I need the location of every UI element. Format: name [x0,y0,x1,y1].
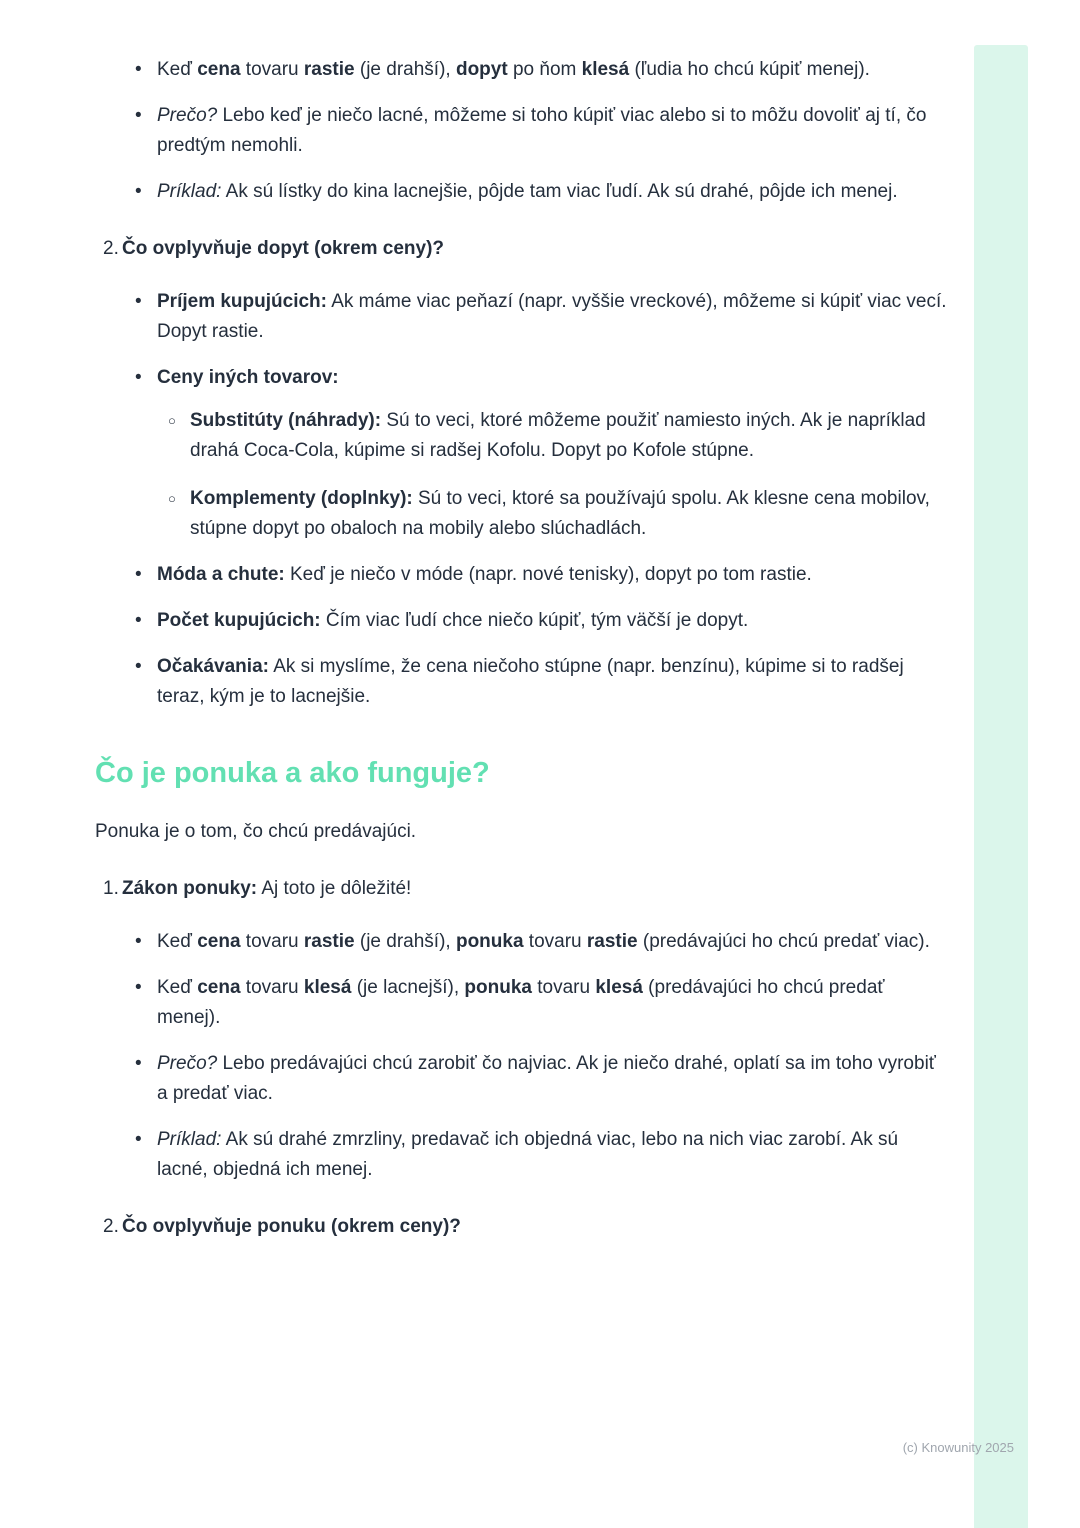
list-item-text [157,55,947,85]
bullet-icon: • [135,931,142,952]
bold-text: rastie [303,59,355,80]
numbered-heading [95,874,947,904]
list-item-text [157,1049,947,1109]
bullet-icon: • [135,181,142,202]
italic-text: Prečo? [157,1053,218,1074]
bullet-icon: • [135,1053,142,1074]
text: po ňom [507,59,582,80]
numbered-heading-number: 1. [103,878,119,899]
text: tovaru [531,977,596,998]
document-content [95,55,947,1265]
bullet-icon: • [135,291,142,312]
bold-text: klesá [581,59,630,80]
numbered-heading [95,234,947,264]
list-item [95,1125,947,1185]
text: (predávajúci ho chcú predať menej). [157,977,885,1028]
text: tovaru [240,931,304,952]
text: (ľudia ho chcú kúpiť menej). [629,59,870,80]
bold-text: Ceny iných tovarov: [157,367,339,388]
bullet-icon: • [135,656,142,677]
list-item [95,652,947,712]
text: (predávajúci ho chcú predať viac). [637,931,930,952]
italic-text: Príklad: [157,181,222,202]
list-item-text [157,363,947,544]
bullet-list [95,927,947,1185]
list-item-text [157,560,947,590]
bold-text: Čo ovplyvňuje ponuku (okrem ceny)? [122,1216,461,1237]
text: tovaru [240,977,304,998]
bullet-icon: • [135,564,142,585]
list-item-text [157,927,947,957]
list-item [95,606,947,636]
list-item [95,927,947,957]
list-item-text [157,287,947,347]
numbered-heading-text [122,1212,947,1242]
list-item [95,55,947,85]
bullet-icon: • [135,977,142,998]
bold-text: dopyt [455,59,508,80]
bullet-icon: • [135,367,142,388]
list-item [95,973,947,1033]
numbered-heading-number: 2. [103,1216,119,1237]
paragraph: Ponuka je o tom, čo chcú predávajúci. [95,821,417,842]
numbered-heading [95,1212,947,1242]
text: Sú to veci, ktoré sa používajú spolu. Ak klesne cena mobilov, stúpne dopyt po obaloch na mobily alebo slúchadlách. [190,488,930,539]
text: Keď [157,59,198,80]
list-item-text [190,484,947,544]
text: Ak sú lístky do kina lacnejšie, pôjde tam viac ľudí. Ak sú drahé, pôjde ich menej. [221,181,898,202]
copyright-watermark: (c) Knowunity 2025 [902,1440,1014,1455]
text: Sú to veci, ktoré môžeme použiť namiesto iných. Ak je napríklad drahá Coca-Cola, kúpime si radšej Kofolu. Dopyt po Kofole stúpne. [190,410,926,461]
list-item [157,406,947,466]
text: Aj toto je dôležité! [257,878,412,899]
text: (je lacnejší), [351,977,465,998]
list-item [95,287,947,347]
text: Ak máme viac peňazí (napr. vyššie vreckové), môžeme si kúpiť viac vecí. Dopyt rastie. [157,291,947,342]
text: Čím viac ľudí chce niečo kúpiť, tým väčší je dopyt. [320,610,749,631]
sub-bullet-list [157,406,947,544]
bold-text: Komplementy (doplnky): [190,488,413,509]
list-item [95,363,947,544]
list-item-text [190,406,947,466]
bold-text: rastie [586,931,638,952]
bold-text: Móda a chute: [157,564,285,585]
text: Lebo predávajúci chcú zarobiť čo najviac. Ak je niečo drahé, oplatí sa im toho vyrobiť a predať viac. [157,1053,936,1104]
bold-text: Čo ovplyvňuje dopyt (okrem ceny)? [122,238,444,259]
italic-text: Prečo? [157,105,218,126]
text: (je drahší), [354,931,456,952]
bullet-icon: • [135,1129,142,1150]
list-item [157,484,947,544]
list-item [95,177,947,207]
list-item [95,560,947,590]
list-item-text [157,101,947,161]
numbered-heading-text [122,874,947,904]
bold-text: ponuka [455,931,524,952]
sub-bullet-icon: ○ [168,413,176,428]
bold-text: Očakávania: [157,656,269,677]
bold-text: Príjem kupujúcich: [157,291,327,312]
bold-text: cena [197,977,241,998]
text: Keď [157,931,198,952]
text: tovaru [240,59,304,80]
bullet-icon: • [135,105,142,126]
text: (je drahší), [354,59,456,80]
bold-text: klesá [595,977,643,998]
bullet-list [95,55,947,207]
list-item-text [157,1125,947,1185]
bold-text: cena [197,59,241,80]
text: Ak si myslíme, že cena niečoho stúpne (napr. benzínu), kúpime si to radšej teraz, kým je to lacnejšie. [157,656,904,707]
bold-text: Zákon ponuky: [122,878,258,899]
bullet-icon: • [135,610,142,631]
section-heading: Čo je ponuka a ako funguje? [95,757,490,789]
text: Lebo keď je niečo lacné, môžeme si toho kúpiť viac alebo si to môžu dovoliť aj tí, čo predtým nemohli. [157,105,927,156]
bullet-icon: • [135,59,142,80]
text: Keď je niečo v móde (napr. nové tenisky), dopyt po tom rastie. [284,564,812,585]
bold-text: rastie [303,931,355,952]
text: tovaru [523,931,587,952]
bold-text: ponuka [464,977,532,998]
bold-text: cena [197,931,241,952]
sub-bullet-icon: ○ [168,491,176,506]
bold-text: klesá [303,977,352,998]
list-item [95,1049,947,1109]
list-item-text [157,973,947,1033]
bullet-list [95,287,947,712]
list-item-text [157,177,947,207]
numbered-heading-number: 2. [103,238,119,259]
text: Ak sú drahé zmrzliny, predavač ich objedná viac, lebo na nich viac zarobí. Ak sú lacné, objedná ich menej. [157,1129,899,1180]
bold-text: Substitúty (náhrady): [190,410,382,431]
right-accent-stripe [974,45,1028,1528]
italic-text: Príklad: [157,1129,222,1150]
list-item-text [157,606,947,636]
text: Keď [157,977,198,998]
list-item-text [157,652,947,712]
numbered-heading-text [122,234,947,264]
bold-text: Počet kupujúcich: [157,610,321,631]
list-item [95,101,947,161]
